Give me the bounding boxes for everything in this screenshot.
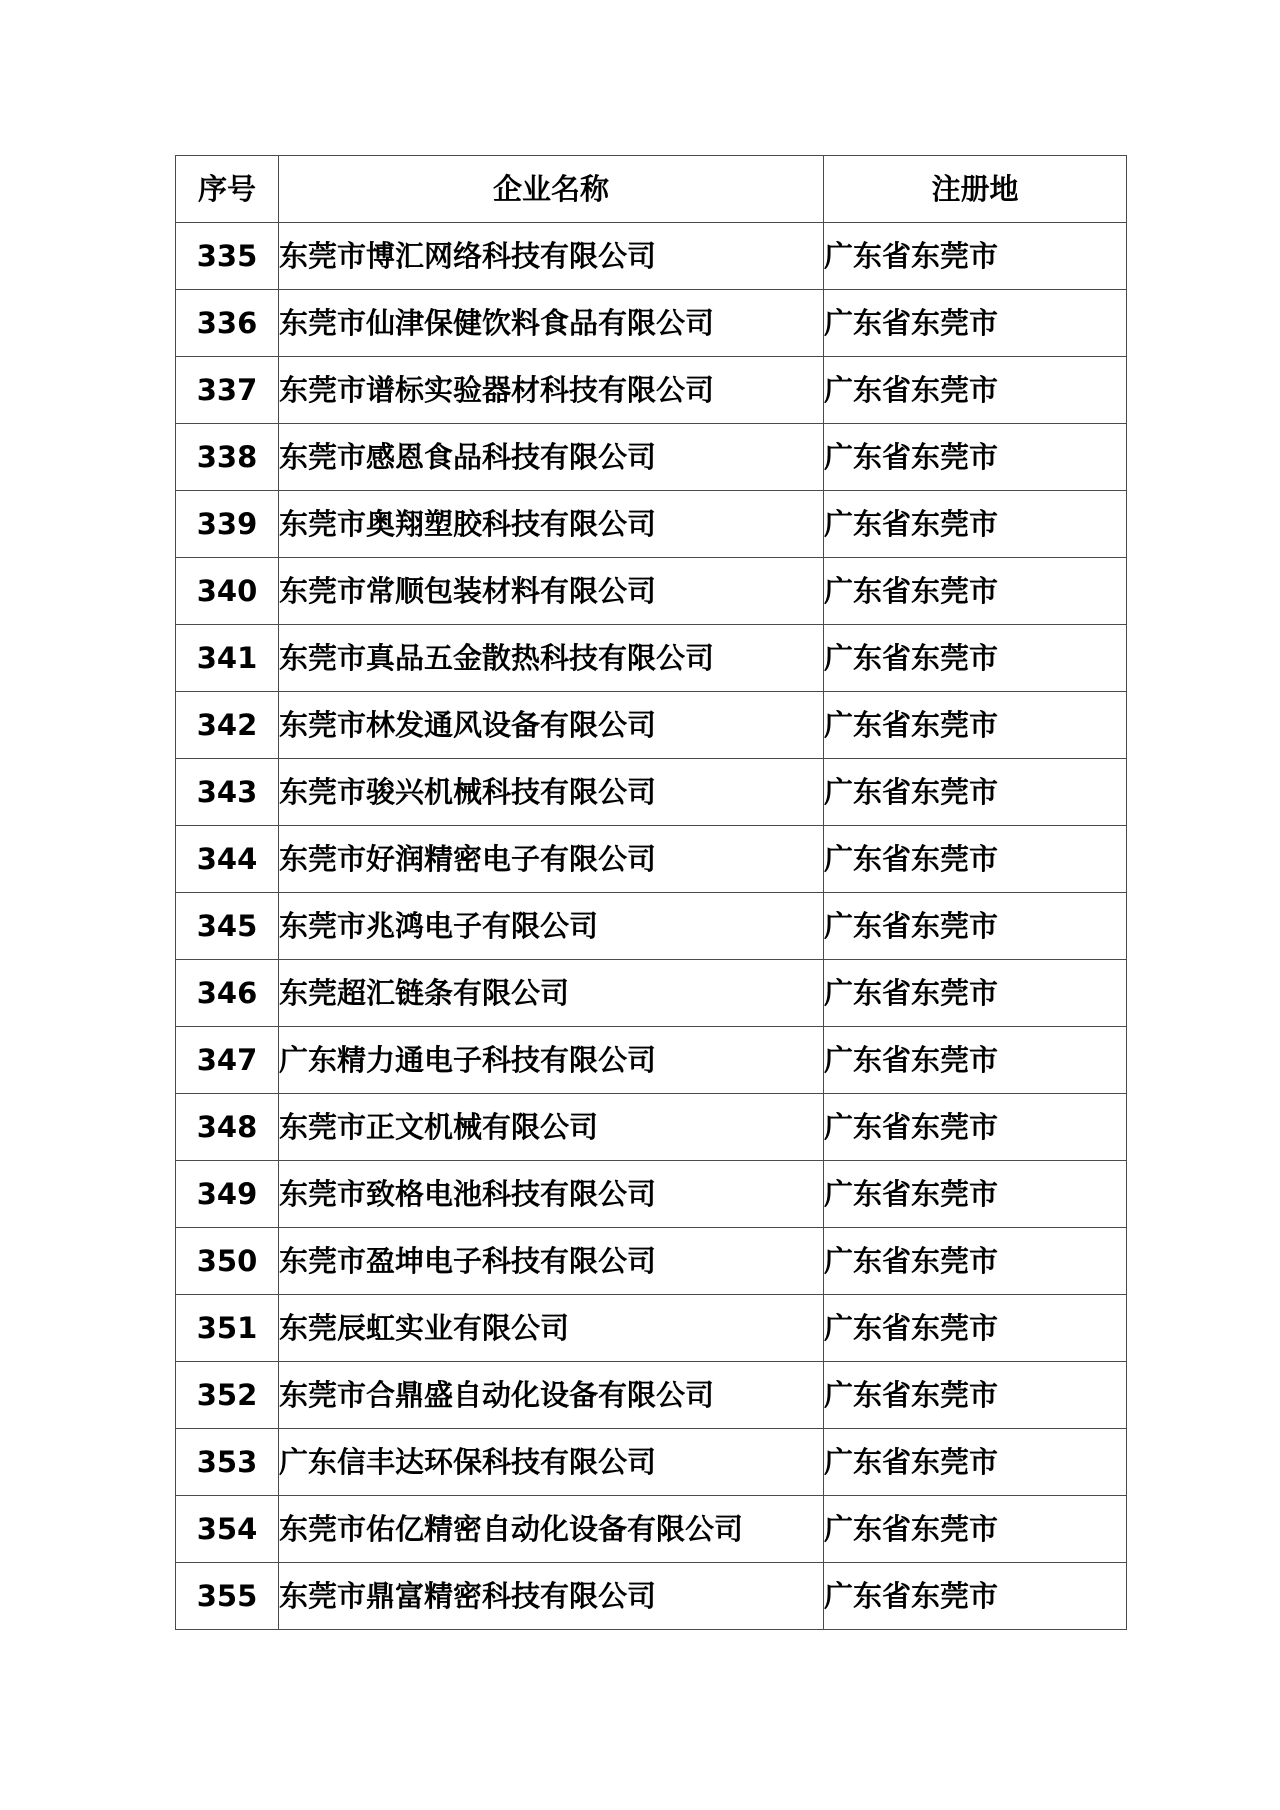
row-seq: 345 — [176, 893, 279, 960]
table-row — [176, 1563, 1127, 1630]
row-registered-place: 广东省东莞市 — [824, 1362, 1127, 1429]
row-seq: 338 — [176, 424, 279, 491]
row-seq: 339 — [176, 491, 279, 558]
row-registered-place: 广东省东莞市 — [824, 424, 1127, 491]
table-row — [176, 357, 1127, 424]
row-company-name: 东莞市真品五金散热科技有限公司 — [279, 625, 824, 692]
row-registered-place: 广东省东莞市 — [824, 960, 1127, 1027]
row-registered-place: 广东省东莞市 — [824, 759, 1127, 826]
enterprise-table — [175, 155, 1127, 1630]
table-row — [176, 826, 1127, 893]
row-registered-place: 广东省东莞市 — [824, 1496, 1127, 1563]
row-company-name: 东莞市盈坤电子科技有限公司 — [279, 1228, 824, 1295]
row-registered-place: 广东省东莞市 — [824, 558, 1127, 625]
row-seq: 347 — [176, 1027, 279, 1094]
row-company-name: 东莞市林发通风设备有限公司 — [279, 692, 824, 759]
table-row — [176, 1429, 1127, 1496]
row-seq: 352 — [176, 1362, 279, 1429]
row-company-name: 东莞市仙津保健饮料食品有限公司 — [279, 290, 824, 357]
table-row — [176, 558, 1127, 625]
row-company-name: 东莞市骏兴机械科技有限公司 — [279, 759, 824, 826]
header-place: 注册地 — [824, 156, 1127, 223]
row-company-name: 东莞市鼎富精密科技有限公司 — [279, 1563, 824, 1630]
header-name: 企业名称 — [279, 156, 824, 223]
table-row — [176, 1496, 1127, 1563]
row-company-name: 东莞超汇链条有限公司 — [279, 960, 824, 1027]
row-seq: 336 — [176, 290, 279, 357]
row-company-name: 东莞市合鼎盛自动化设备有限公司 — [279, 1362, 824, 1429]
table-row — [176, 1295, 1127, 1362]
row-company-name: 东莞市致格电池科技有限公司 — [279, 1161, 824, 1228]
row-registered-place: 广东省东莞市 — [824, 491, 1127, 558]
table-row — [176, 1161, 1127, 1228]
header-row — [176, 156, 1127, 223]
row-registered-place: 广东省东莞市 — [824, 893, 1127, 960]
row-registered-place: 广东省东莞市 — [824, 223, 1127, 290]
row-company-name: 东莞市好润精密电子有限公司 — [279, 826, 824, 893]
row-company-name: 东莞市感恩食品科技有限公司 — [279, 424, 824, 491]
table-row — [176, 491, 1127, 558]
row-company-name: 东莞市谱标实验器材科技有限公司 — [279, 357, 824, 424]
table-row — [176, 893, 1127, 960]
row-seq: 335 — [176, 223, 279, 290]
table-row — [176, 290, 1127, 357]
row-registered-place: 广东省东莞市 — [824, 290, 1127, 357]
row-seq: 349 — [176, 1161, 279, 1228]
row-seq: 354 — [176, 1496, 279, 1563]
table-row — [176, 1228, 1127, 1295]
row-registered-place: 广东省东莞市 — [824, 692, 1127, 759]
row-registered-place: 广东省东莞市 — [824, 1094, 1127, 1161]
row-company-name: 东莞市博汇网络科技有限公司 — [279, 223, 824, 290]
table-row — [176, 759, 1127, 826]
row-registered-place: 广东省东莞市 — [824, 1429, 1127, 1496]
row-seq: 346 — [176, 960, 279, 1027]
table-row — [176, 424, 1127, 491]
row-seq: 351 — [176, 1295, 279, 1362]
row-registered-place: 广东省东莞市 — [824, 1295, 1127, 1362]
row-registered-place: 广东省东莞市 — [824, 1228, 1127, 1295]
table-row — [176, 692, 1127, 759]
row-company-name: 东莞市常顺包装材料有限公司 — [279, 558, 824, 625]
table-row — [176, 1094, 1127, 1161]
table-header — [176, 156, 1127, 223]
table-row — [176, 1362, 1127, 1429]
row-company-name: 广东信丰达环保科技有限公司 — [279, 1429, 824, 1496]
row-seq: 350 — [176, 1228, 279, 1295]
table-row — [176, 223, 1127, 290]
row-company-name: 东莞市兆鸿电子有限公司 — [279, 893, 824, 960]
table-row — [176, 960, 1127, 1027]
row-registered-place: 广东省东莞市 — [824, 1563, 1127, 1630]
row-seq: 337 — [176, 357, 279, 424]
row-company-name: 东莞市佑亿精密自动化设备有限公司 — [279, 1496, 824, 1563]
table-row — [176, 625, 1127, 692]
header-seq: 序号 — [176, 156, 279, 223]
row-company-name: 东莞市正文机械有限公司 — [279, 1094, 824, 1161]
row-registered-place: 广东省东莞市 — [824, 625, 1127, 692]
row-seq: 340 — [176, 558, 279, 625]
row-seq: 348 — [176, 1094, 279, 1161]
row-company-name: 东莞辰虹实业有限公司 — [279, 1295, 824, 1362]
row-seq: 342 — [176, 692, 279, 759]
table-row — [176, 1027, 1127, 1094]
row-registered-place: 广东省东莞市 — [824, 826, 1127, 893]
row-seq: 343 — [176, 759, 279, 826]
row-seq: 344 — [176, 826, 279, 893]
row-registered-place: 广东省东莞市 — [824, 357, 1127, 424]
row-company-name: 东莞市奥翔塑胶科技有限公司 — [279, 491, 824, 558]
row-seq: 355 — [176, 1563, 279, 1630]
row-registered-place: 广东省东莞市 — [824, 1027, 1127, 1094]
row-seq: 341 — [176, 625, 279, 692]
row-company-name: 广东精力通电子科技有限公司 — [279, 1027, 824, 1094]
row-seq: 353 — [176, 1429, 279, 1496]
row-registered-place: 广东省东莞市 — [824, 1161, 1127, 1228]
table-body — [176, 223, 1127, 1630]
